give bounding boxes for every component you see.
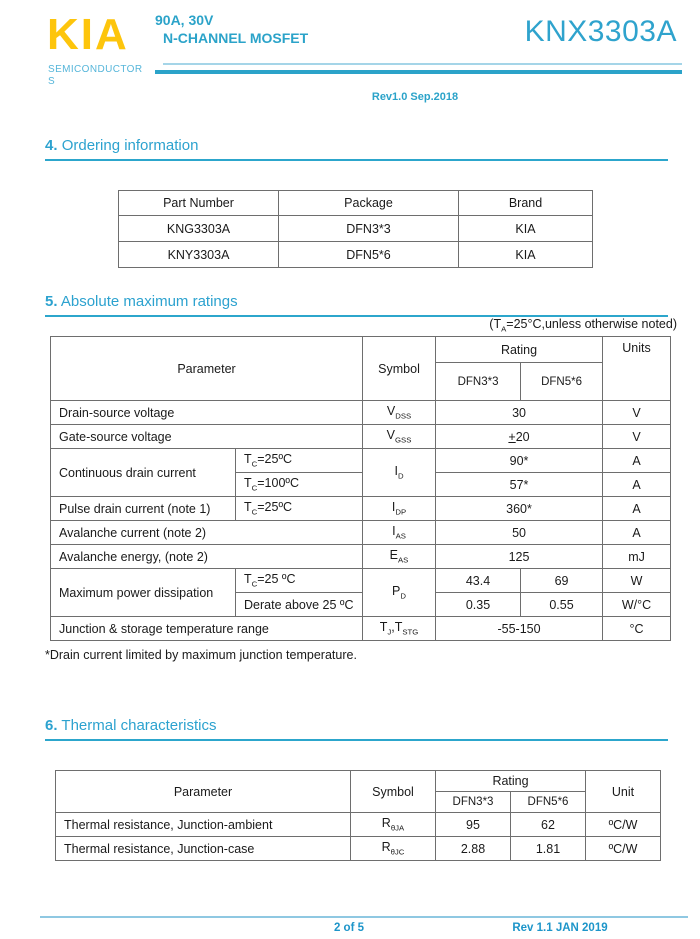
footer-rule (40, 916, 688, 918)
table-cell: W (603, 569, 671, 593)
section-title: Ordering information (61, 137, 199, 154)
table-cell: $T_C=25ºC$ (236, 449, 363, 473)
table-row (51, 401, 671, 425)
table-header-cell: Unit (586, 771, 661, 813)
table-header-cell: Parameter (51, 337, 363, 401)
section-heading-ordering-information (45, 137, 668, 161)
table-cell: 1.81 (511, 837, 586, 861)
table-row (51, 337, 671, 363)
section-title: Absolute maximum ratings (60, 293, 238, 310)
table-header-cell: Symbol (363, 337, 436, 401)
table-cell: 57* (436, 473, 603, 497)
table-row (51, 521, 671, 545)
table-row (51, 449, 671, 473)
table-row (119, 216, 593, 242)
table-cell: Avalanche current (note 2) (51, 521, 363, 545)
table-cell: ºC/W (586, 813, 661, 837)
table-cell: 90* (436, 449, 603, 473)
section-number: 5. (45, 293, 58, 310)
table-cell: Gate-source voltage (51, 425, 363, 449)
table-cell: $P_D$ (363, 569, 436, 617)
table-cell: A (603, 473, 671, 497)
table-cell: 69 (521, 569, 603, 593)
table-cell: A (603, 449, 671, 473)
table-cell: W/°C (603, 593, 671, 617)
table-cell: $V_{DSS}$ (363, 401, 436, 425)
table-cell: Maximum power dissipation (51, 569, 236, 617)
header-rule-thick (155, 70, 682, 74)
table-cell: $T_C=100ºC$ (236, 473, 363, 497)
table-cell: KNY3303A (119, 242, 279, 268)
device-rating-line: 90A, 30V (155, 12, 214, 28)
table-cell: Drain-source voltage (51, 401, 363, 425)
table-cell: $R_{\theta JA}$ (351, 813, 436, 837)
table-cell: DFN5*6 (279, 242, 459, 268)
thermal-characteristics-table (55, 770, 661, 861)
table-cell: 2.88 (436, 837, 511, 861)
table-cell: $V_{GSS}$ (363, 425, 436, 449)
table-cell: Thermal resistance, Junction-ambient (56, 813, 351, 837)
table-row (51, 497, 671, 521)
table-row (51, 425, 671, 449)
table-cell: Avalanche energy, (note 2) (51, 545, 363, 569)
table-header-cell: Part Number (119, 191, 279, 216)
table-cell: +20 (436, 425, 603, 449)
footer-revision: Rev 1.1 JAN 2019 (512, 922, 608, 934)
table-header-cell: Parameter (56, 771, 351, 813)
table-header-cell: Rating (436, 337, 603, 363)
table-cell: ºC/W (586, 837, 661, 861)
section-heading-thermal-characteristics (45, 717, 668, 741)
table-header-cell: Symbol (351, 771, 436, 813)
table-header-cell: Brand (459, 191, 593, 216)
table-header-cell: DFN3*3 (436, 363, 521, 401)
drain-current-footnote: *Drain current limited by maximum junction temperature. (45, 648, 357, 662)
test-condition-note: ($T_A=25^\circ C,unless$ otherwise noted) (489, 317, 677, 334)
section-title: Thermal characteristics (61, 717, 217, 734)
table-cell: V (603, 425, 671, 449)
table-cell: A (603, 521, 671, 545)
table-row (119, 191, 593, 216)
header-rule-thin (163, 63, 682, 65)
device-type-line: N-CHANNEL MOSFET (163, 30, 309, 46)
table-cell: $E_{AS}$ (363, 545, 436, 569)
table-cell: 0.55 (521, 593, 603, 617)
table-cell: $T_J,T_{STG}$ (363, 617, 436, 641)
table-cell: Junction & storage temperature range (51, 617, 363, 641)
table-cell: $I_{DP}$ (363, 497, 436, 521)
table-cell: $I_{AS}$ (363, 521, 436, 545)
document-revision: Rev1.0 Sep.2018 (371, 91, 459, 103)
table-cell: 62 (511, 813, 586, 837)
table-cell: -55-150 (436, 617, 603, 641)
table-row (119, 242, 593, 268)
table-cell: KIA (459, 242, 593, 268)
table-cell: mJ (603, 545, 671, 569)
table-header-cell: Units (603, 337, 671, 401)
table-cell: KIA (459, 216, 593, 242)
table-cell: $R_{\theta JC}$ (351, 837, 436, 861)
section-number: 4. (45, 137, 58, 154)
table-cell: °C (603, 617, 671, 641)
table-cell: Pulse drain current (note 1) (51, 497, 236, 521)
table-header-cell: DFN5*6 (511, 792, 586, 813)
table-cell: $T_C=25ºC$ (236, 497, 363, 521)
table-row (51, 545, 671, 569)
table-row (51, 617, 671, 641)
table-cell: $I_D$ (363, 449, 436, 497)
table-cell: 43.4 (436, 569, 521, 593)
section-heading-absolute-maximum-ratings (45, 293, 668, 317)
table-cell: Continuous drain current (51, 449, 236, 497)
table-cell: 0.35 (436, 593, 521, 617)
table-cell: $T_C=25$ ºC (236, 569, 363, 593)
table-row (51, 569, 671, 593)
table-header-cell: Rating (436, 771, 586, 792)
table-cell: 30 (436, 401, 603, 425)
ordering-table (118, 190, 593, 268)
table-row (56, 837, 661, 861)
table-cell: A (603, 497, 671, 521)
table-header-cell: Package (279, 191, 459, 216)
table-cell: 360* (436, 497, 603, 521)
table-row (56, 813, 661, 837)
kia-logo: KIA (47, 10, 129, 59)
table-cell: Thermal resistance, Junction-case (56, 837, 351, 861)
table-header-cell: DFN5*6 (521, 363, 603, 401)
page-number: 2 of 5 (333, 922, 365, 934)
part-number-title: KNX3303A (524, 15, 677, 48)
table-cell: Derate above 25 ºC (236, 593, 363, 617)
table-cell: 95 (436, 813, 511, 837)
absolute-maximum-ratings-table (50, 336, 671, 641)
section-number: 6. (45, 717, 58, 734)
table-cell: KNG3303A (119, 216, 279, 242)
kia-logo-subtext: SEMICONDUCTORS (48, 64, 143, 87)
table-row (56, 771, 661, 792)
table-cell: 125 (436, 545, 603, 569)
table-cell: V (603, 401, 671, 425)
table-header-cell: DFN3*3 (436, 792, 511, 813)
table-cell: DFN3*3 (279, 216, 459, 242)
table-cell: 50 (436, 521, 603, 545)
